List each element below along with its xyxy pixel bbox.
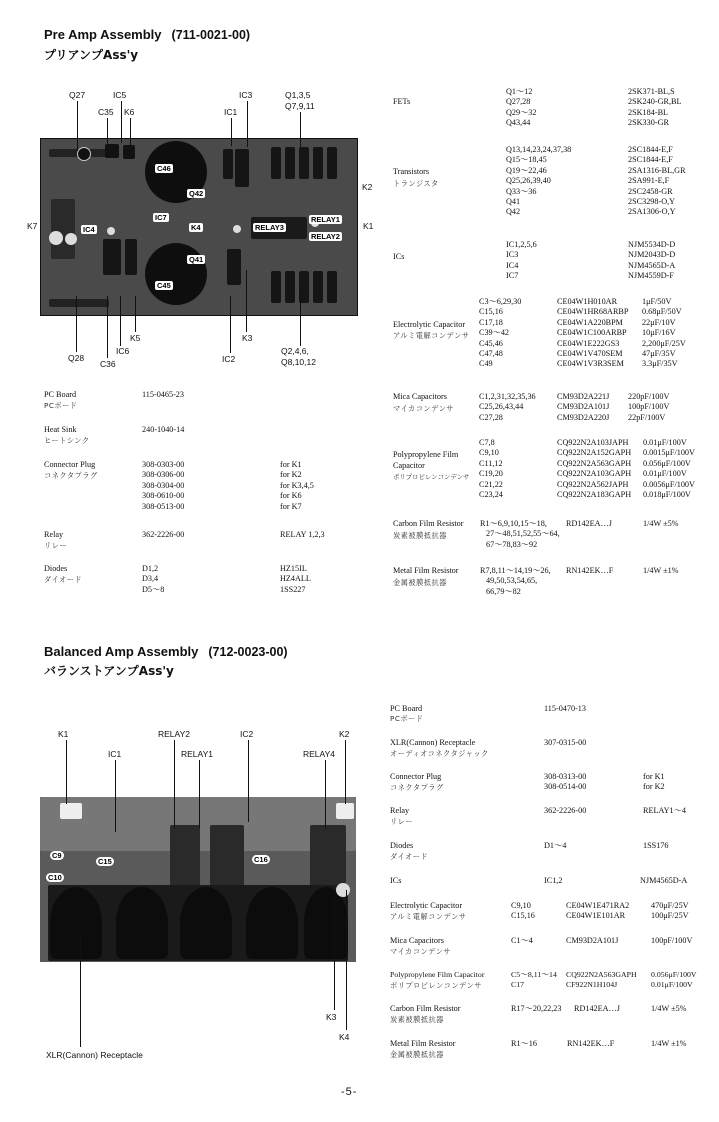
board-label-q42: Q42 xyxy=(189,189,204,198)
list-item: 0.01μF/100V xyxy=(643,438,687,447)
callout-q7: Q7,9,11 xyxy=(285,101,315,111)
relay-label: Relay xyxy=(44,530,64,539)
relay-part: 362-2226-00 xyxy=(142,530,185,539)
heat-sink-jp: ヒートシンク xyxy=(44,436,90,445)
bal-carbon-part: RD142EA…J xyxy=(574,1004,620,1013)
bal-relay-jp: リレー xyxy=(390,817,414,826)
board-label-ic7: IC7 xyxy=(155,213,167,222)
list-item: 308-0513-00 xyxy=(142,501,185,511)
list-item: Q41 xyxy=(506,197,521,207)
list-item: 1SS227 xyxy=(280,584,306,594)
list-item: 0.0015μF/100V xyxy=(643,448,695,458)
pre-amp-heading xyxy=(44,26,250,44)
list-item: 308-0313-00 xyxy=(544,772,587,781)
list-item: C15,16 xyxy=(511,911,535,921)
bal-mica-label: Mica Capacitors xyxy=(390,936,444,945)
list-item: IC3 xyxy=(506,250,519,260)
polypropylene-label: Polypropylene Film xyxy=(393,450,459,459)
connector-label: Connector Plug xyxy=(44,460,96,469)
list-item: CE04W1C100ARBP xyxy=(557,328,627,338)
mica-refs xyxy=(479,392,536,423)
list-item: 0.056μF/100V xyxy=(643,458,691,468)
list-item: 2SK184-BL xyxy=(628,107,669,117)
pre-amp-code: (711-0021-00) xyxy=(171,28,251,42)
list-item: 2SC1844-E,F xyxy=(628,145,673,154)
diodes-label: Diodes xyxy=(44,564,68,573)
list-item: Q29～32 xyxy=(506,107,537,117)
list-item: CM93D2A221J xyxy=(557,392,610,401)
callout-bal-k1: K1 xyxy=(58,729,69,739)
list-item: C3～6,29,30 xyxy=(479,297,522,306)
bal-mica-part: CM93D2A101J xyxy=(566,936,619,945)
list-item: IC1,2,5,6 xyxy=(506,240,537,249)
bal-electrolytic-refs xyxy=(511,901,535,922)
electrolytic-refs xyxy=(479,297,521,370)
balanced-amp-jp-title: バランストアンプAss'y xyxy=(44,664,174,678)
list-item: 2,200μF/25V xyxy=(642,338,686,348)
carbon-value: 1/4W ±5% xyxy=(643,519,679,528)
bal-metal-value: 1/4W ±1% xyxy=(651,1039,687,1048)
list-item: 49,50,53,54,65, xyxy=(486,576,538,586)
list-item: R1～6,9,10,15～18, xyxy=(480,519,547,528)
bal-relay-part: 362-2226-00 xyxy=(544,806,587,815)
diodes-refs xyxy=(142,564,164,595)
list-item: D5～8 xyxy=(142,584,165,594)
list-item: Q1～12 xyxy=(506,87,533,96)
bal-xlr-jp: オーディオコネクタジャック xyxy=(390,749,489,758)
bal-ics-label: ICs xyxy=(390,876,402,885)
list-item: C15,16 xyxy=(479,307,503,317)
bal-mica-ref: C1～4 xyxy=(511,936,533,945)
electrolytic-parts xyxy=(557,297,628,370)
list-item: for K7 xyxy=(280,501,302,511)
list-item: CQ922N2A562JAPH xyxy=(557,479,629,489)
bal-xlr-part: 307-0315-00 xyxy=(544,738,587,747)
metal-jp: 金属被膜抵抗器 xyxy=(393,578,447,587)
heat-sink-label: Heat Sink xyxy=(44,425,77,434)
pre-amp-board-photo xyxy=(40,138,358,316)
callout-xlr: XLR(Cannon) Receptacle xyxy=(46,1050,143,1060)
board-label-k4: K4 xyxy=(191,223,201,232)
list-item: 22pF/100V xyxy=(628,412,666,422)
list-item: CM93D2A220J xyxy=(557,412,610,422)
list-item: CQ922N2A103JAPH xyxy=(557,438,629,447)
list-item: CF922N1H104J xyxy=(566,980,618,990)
pre-amp-title: Pre Amp Assembly xyxy=(44,27,162,42)
list-item: C21,22 xyxy=(479,479,503,489)
list-item: 100μF/25V xyxy=(651,911,689,921)
bal-electrolytic-label: Electrolytic Capacitor xyxy=(390,901,463,910)
callout-c35: C35 xyxy=(98,107,114,117)
ics-parts xyxy=(628,240,675,282)
board-label-relay1: RELAY1 xyxy=(311,215,340,224)
transistors-refs xyxy=(506,145,571,218)
list-item: C49 xyxy=(479,359,493,369)
list-item: C17,18 xyxy=(479,317,503,327)
board-label-ic4: IC4 xyxy=(83,225,95,234)
bal-diodes-label: Diodes xyxy=(390,841,414,850)
list-item: 27～48,51,52,55～64, xyxy=(486,529,560,539)
list-item: 308-0610-00 xyxy=(142,491,185,501)
callout-k7: K7 xyxy=(27,221,38,231)
callout-k5: K5 xyxy=(130,333,141,343)
bal-pcb-part: 115-0470-13 xyxy=(544,704,586,713)
callout-c36: C36 xyxy=(100,359,116,369)
list-item: for K6 xyxy=(280,491,302,501)
list-item: 2SK371-BL,S xyxy=(628,87,675,96)
list-item: 2SC2458-GR xyxy=(628,186,673,196)
list-item: 2SA1306-O,Y xyxy=(628,207,676,217)
list-item: 308-0306-00 xyxy=(142,470,185,480)
list-item: CE04W1E471RA2 xyxy=(566,901,630,910)
bal-carbon-ref: R17～20,22,23 xyxy=(511,1004,562,1013)
electrolytic-jp: アルミ電解コンデンサ xyxy=(393,331,470,340)
bal-carbon-value: 1/4W ±5% xyxy=(651,1004,687,1013)
callout-bal-ic2: IC2 xyxy=(240,729,254,739)
bal-electrolytic-parts xyxy=(566,901,629,922)
list-item: Q33～36 xyxy=(506,186,537,196)
bal-relay-note: RELAY1～4 xyxy=(643,806,686,815)
list-item: CQ922N2A563GAPH xyxy=(557,458,632,468)
callout-bal-k2: K2 xyxy=(339,729,350,739)
list-item: CM93D2A101J xyxy=(557,402,610,412)
polypropylene-jp: ポリプロピレンコンデンサ xyxy=(393,473,470,481)
bal-connector-label: Connector Plug xyxy=(390,772,442,781)
polypropylene-refs xyxy=(479,438,503,500)
list-item: C7,8 xyxy=(479,438,495,447)
list-item: CQ922N2A103GAPH xyxy=(557,469,632,479)
polypropylene-values xyxy=(643,438,695,500)
callout-q1: Q1,3,5 xyxy=(285,90,311,100)
list-item: Q13,14,23,24,37,38 xyxy=(506,145,572,154)
list-item: IC7 xyxy=(506,271,519,281)
list-item: 0.0056μF/100V xyxy=(643,479,695,489)
bal-metal-label: Metal Film Resistor xyxy=(390,1039,456,1048)
page-number: -5- xyxy=(341,1086,358,1098)
list-item: for K3,4,5 xyxy=(280,480,314,490)
bal-connector-jp: コネクタプラグ xyxy=(390,783,444,792)
callout-bal-relay4: RELAY4 xyxy=(303,749,335,759)
list-item: D3,4 xyxy=(142,574,159,584)
list-item: CE04W1E101AR xyxy=(566,911,626,921)
list-item: 220pF/100V xyxy=(628,392,670,401)
callout-bal-k3: K3 xyxy=(326,1012,337,1022)
list-item: 308-0304-00 xyxy=(142,480,185,490)
diodes-parts xyxy=(280,564,311,595)
bal-polypropylene-label: Polypropylene Film Capacitor xyxy=(390,970,485,979)
callout-q28: Q28 xyxy=(68,353,85,363)
bal-polypropylene-values xyxy=(651,970,697,991)
list-item: Q27,28 xyxy=(506,97,531,107)
list-item: C5～8,11～14 xyxy=(511,970,557,979)
metal-label: Metal Film Resistor xyxy=(393,566,459,575)
polypropylene-label-2: Capacitor xyxy=(393,461,425,470)
transistors-parts xyxy=(628,145,686,218)
list-item: C9,10 xyxy=(511,901,531,910)
bal-mica-value: 100pF/100V xyxy=(651,936,693,945)
list-item: IC4 xyxy=(506,260,519,270)
fets-refs xyxy=(506,87,618,129)
list-item: NJM4559D-F xyxy=(628,271,674,281)
list-item: C39～42 xyxy=(479,328,510,338)
list-item: Q43,44 xyxy=(506,118,531,128)
fets-label: FETs xyxy=(393,97,411,106)
list-item: D1,2 xyxy=(142,564,159,573)
list-item: 10μF/16V xyxy=(642,328,676,338)
board-label-c46: C46 xyxy=(157,164,171,173)
board-label-relay2: RELAY2 xyxy=(311,232,340,241)
bal-carbon-label: Carbon Film Resistor xyxy=(390,1004,461,1013)
list-item: NJM5534D-D xyxy=(628,240,676,249)
list-item: CE04W1V470SEM xyxy=(557,349,623,359)
carbon-refs xyxy=(480,519,560,550)
electrolytic-label: Electrolytic Capacitor xyxy=(393,320,466,329)
balanced-amp-title: Balanced Amp Assembly xyxy=(44,644,199,659)
callout-bal-relay1: RELAY1 xyxy=(181,749,213,759)
list-item: 2SC3298-O,Y xyxy=(628,197,676,207)
list-item: Q19～22,46 xyxy=(506,165,547,175)
polypropylene-parts xyxy=(557,438,631,500)
list-item: CE04W1H010AR xyxy=(557,297,618,306)
bal-electrolytic-jp: アルミ電解コンデンサ xyxy=(390,912,467,921)
callout-k2: K2 xyxy=(362,182,373,192)
callout-ic5: IC5 xyxy=(113,90,127,100)
bal-connector-parts xyxy=(544,772,586,793)
pc-board-jp: PCボード xyxy=(44,401,78,410)
ics-label: ICs xyxy=(393,252,405,261)
mica-label: Mica Capacitors xyxy=(393,392,447,401)
callout-ic2: IC2 xyxy=(222,354,236,364)
list-item: C17 xyxy=(511,980,524,990)
list-item: 22μF/10V xyxy=(642,317,676,327)
bal-pcb-label: PC Board xyxy=(390,704,423,713)
callout-bal-k4: K4 xyxy=(339,1032,350,1042)
list-item: CQ922N2A152GAPH xyxy=(557,448,632,458)
list-item: CQ922N2A563GAPH xyxy=(566,970,637,979)
list-item: C19,20 xyxy=(479,469,503,479)
list-item: 308-0514-00 xyxy=(544,782,587,792)
list-item: 2SK240-GR,BL xyxy=(628,97,682,107)
bal-ics-part: NJM4565D-A xyxy=(640,876,688,885)
list-item: 308-0303-00 xyxy=(142,460,185,469)
transistors-label: Transistors xyxy=(393,167,430,176)
bal-diodes-part: 1SS176 xyxy=(643,841,669,850)
ics-refs xyxy=(506,240,537,282)
callout-k3: K3 xyxy=(242,333,253,343)
connector-jp: コネクタプラグ xyxy=(44,471,98,480)
list-item: 2SK330-GR xyxy=(628,118,669,128)
pc-board-part: 115-0465-23 xyxy=(142,390,184,399)
balanced-amp-code: (712-0023-00) xyxy=(208,645,288,659)
heat-sink-part: 240-1040-14 xyxy=(142,425,185,434)
list-item: for K2 xyxy=(280,470,302,480)
list-item: C11,12 xyxy=(479,458,503,468)
pre-amp-jp-title: プリアンプAss'y xyxy=(44,48,139,62)
list-item: CE04W1A220BPM xyxy=(557,317,623,327)
list-item: C23,24 xyxy=(479,490,503,500)
list-item: C45,46 xyxy=(479,338,503,348)
bal-metal-ref: R1～16 xyxy=(511,1039,537,1048)
bal-ics-ref: IC1,2 xyxy=(544,876,563,885)
list-item: 3.3μF/35V xyxy=(642,359,678,369)
bal-diodes-jp: ダイオード xyxy=(390,852,429,861)
list-item: 470μF/25V xyxy=(651,901,689,910)
callout-k6: K6 xyxy=(124,107,135,117)
list-item: NJM2043D-D xyxy=(628,250,676,260)
metal-value: 1/4W ±1% xyxy=(643,566,679,575)
board-label-c10: C10 xyxy=(48,873,62,882)
carbon-part: RD142EA…J xyxy=(566,519,612,528)
bal-connector-notes xyxy=(643,772,665,793)
electrolytic-values xyxy=(642,297,686,370)
list-item: 1μF/50V xyxy=(642,297,672,306)
relay-note: RELAY 1,2,3 xyxy=(280,530,325,539)
list-item: CE04W1HR68ARBP xyxy=(557,307,629,317)
connector-parts xyxy=(142,460,184,512)
list-item: C47,48 xyxy=(479,349,503,359)
board-label-c9: C9 xyxy=(52,851,62,860)
connector-notes xyxy=(280,460,314,512)
list-item: Q42 xyxy=(506,207,521,217)
callout-q8: Q8,10,12 xyxy=(281,357,316,367)
board-label-q41: Q41 xyxy=(189,255,204,264)
callout-q2: Q2,4,6, xyxy=(281,346,309,356)
metal-refs xyxy=(480,566,551,597)
board-label-relay3: RELAY3 xyxy=(255,223,284,232)
list-item: 66,79～82 xyxy=(486,586,521,596)
transistors-jp: トランジスタ xyxy=(393,179,439,188)
list-item: C27,28 xyxy=(479,412,503,422)
list-item: NJM4565D-A xyxy=(628,260,676,270)
list-item: 2SA1316-BL,GR xyxy=(628,165,686,175)
bal-pcb-jp: PCボード xyxy=(390,714,424,723)
list-item: for K2 xyxy=(643,782,665,792)
list-item: 0.68μF/50V xyxy=(642,307,682,317)
list-item: 0.01μF/100V xyxy=(643,469,687,479)
list-item: C25,26,43,44 xyxy=(479,402,524,412)
pc-board-label: PC Board xyxy=(44,390,77,399)
balanced-amp-board-photo xyxy=(40,797,356,962)
metal-part: RN142EK…F xyxy=(566,566,614,575)
board-label-c45: C45 xyxy=(157,281,171,290)
bal-xlr-label: XLR(Cannon) Receptacle xyxy=(390,738,476,747)
list-item: 0.018μF/100V xyxy=(643,490,691,500)
callout-bal-ic1: IC1 xyxy=(108,749,122,759)
bal-electrolytic-values xyxy=(651,901,689,922)
list-item: Q15～18,45 xyxy=(506,155,547,165)
list-item: HZ15IL xyxy=(280,564,307,573)
list-item: 2SA991-E,F xyxy=(628,176,670,186)
fets-parts xyxy=(628,87,681,129)
bal-diodes-ref: D1～4 xyxy=(544,841,567,850)
list-item: HZ4ALL xyxy=(280,574,311,584)
bal-mica-jp: マイカコンデンサ xyxy=(390,947,451,956)
callout-k1: K1 xyxy=(363,221,374,231)
list-item: CE04W1V3R3SEM xyxy=(557,359,624,369)
list-item: 0.056μF/100V xyxy=(651,970,697,979)
callout-q27: Q27 xyxy=(69,90,86,100)
list-item: 67～78,83～92 xyxy=(486,539,538,549)
callout-ic6: IC6 xyxy=(116,346,130,356)
mica-jp: マイカコンデンサ xyxy=(393,404,454,413)
list-item: CE04W1E222GS3 xyxy=(557,338,620,348)
bal-relay-label: Relay xyxy=(390,806,410,815)
callout-ic3: IC3 xyxy=(239,90,253,100)
bal-metal-jp: 金属被膜抵抗器 xyxy=(390,1050,444,1059)
callout-bal-relay2: RELAY2 xyxy=(158,729,190,739)
carbon-jp: 炭素被膜抵抗器 xyxy=(393,531,447,540)
board-label-c15: C15 xyxy=(98,857,112,866)
list-item: Q25,26,39,40 xyxy=(506,176,551,186)
bal-polypropylene-refs xyxy=(511,970,557,991)
balanced-amp-heading xyxy=(44,643,288,661)
list-item: 2SC1844-E,F xyxy=(628,155,673,165)
list-item: 47μF/35V xyxy=(642,349,676,359)
diodes-jp: ダイオード xyxy=(44,575,83,584)
bal-polypropylene-jp: ポリプロピレンコンデンサ xyxy=(390,981,482,990)
board-label-c16: C16 xyxy=(254,855,268,864)
list-item: R7,8,11～14,19～26, xyxy=(480,566,551,575)
bal-polypropylene-parts xyxy=(566,970,637,991)
mica-values xyxy=(628,392,669,423)
callout-ic1: IC1 xyxy=(224,107,238,117)
list-item: C9,10 xyxy=(479,448,499,458)
list-item: CQ922N2A183GAPH xyxy=(557,490,632,500)
mica-parts xyxy=(557,392,609,423)
list-item: for K1 xyxy=(280,460,302,469)
list-item: 0.01μF/100V xyxy=(651,980,693,990)
list-item: for K1 xyxy=(643,772,665,781)
bal-carbon-jp: 炭素被膜抵抗器 xyxy=(390,1015,444,1024)
bal-metal-part: RN142EK…F xyxy=(567,1039,615,1048)
relay-jp: リレー xyxy=(44,541,68,550)
list-item: 100pF/100V xyxy=(628,402,670,412)
carbon-label: Carbon Film Resistor xyxy=(393,519,464,528)
list-item: C1,2,31,32,35,36 xyxy=(479,392,536,401)
